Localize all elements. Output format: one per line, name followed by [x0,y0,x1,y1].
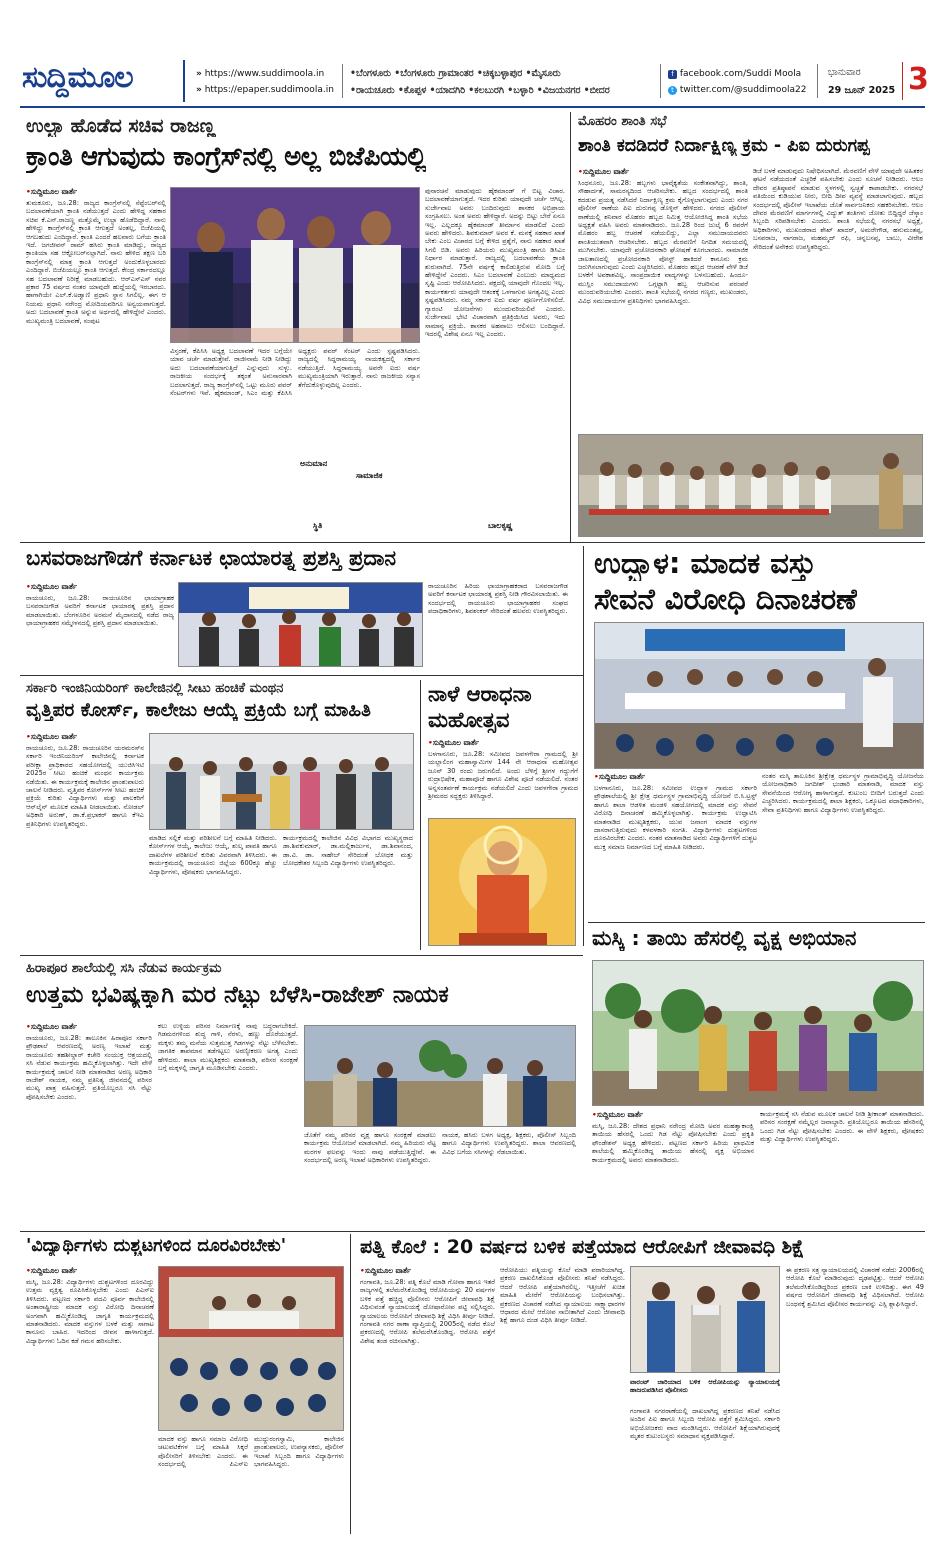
story4-body-left [594,772,757,922]
story4-text-right: ನಂತರ ಮಸ್ಕಿ ತಾಲೂಕಿನ ಶ್ರೀಕ್ಷೇತ್ರ ಧರ್ಮಸ್ಥಳ ಗ್ರಾಮಾಭಿವೃದ್ಧಿ ಯೋಜನೆಯ ಯೋಜನಾಧಿಕಾರಿ ಜಗದೀಶ್ ಭಂಡಾರಿ ಮಾತನಾಡಿ, ಮಾದಕ ವಸ್ತು ಸೇವನೆಯಿಂದ ಆರೋಗ್ಯ ಹಾಳಾಗುತ್ತದೆ. ಕುಟುಂಬ ಬೀದಿಗೆ ಬರುತ್ತದೆ ಎಂದು ಎಚ್ಚರಿಸಿದರು. ಕಾರ್ಯಕ್ರಮದಲ್ಲಿ ಶಾಲಾ ಶಿಕ್ಷಕರು, ಒಕ್ಕೂಟದ ಪದಾಧಿಕಾರಿಗಳು, ಸೇವಾ ಪ್ರತಿನಿಧಿಗಳು ಹಾಗೂ ವಿದ್ಯಾರ್ಥಿಗಳು ಉಪಸ್ಥಿತರಿದ್ದರು. [762,772,924,814]
story3-headline: ಬಸವರಾಜಗೌಡಗೆ ಕರ್ನಾಟಕ ಛಾಯಾರತ್ನ ಪ್ರಶಸ್ತಿ ಪ್ರದಾನ [26,546,397,570]
story5-text-mid: ಮಾಡಿದ ಸಲ್ಲಿಕೆ ಮತ್ತು ಪರಿಶೀಲನೆ ಬಗ್ಗೆ ಮಾಹಿತಿ ನೀಡಿದರು. ಕೋರ್ಸ್‌ಗಳ ಆಯ್ಕೆ, ಕಾಲೇಜು ಆಯ್ಕೆ, ಶುಲ್ಕ ಪಾವತಿ ಹಾಗೂ ದಾಖಲೆಗಳ ಪರಿಶೀಲನೆ ಕುರಿತು ವಿವರವಾಗಿ ತಿಳಿಸಿದರು. ಈ ಕಾರ್ಯಕ್ರಮದಲ್ಲಿ ರಾಯಚೂರು ಜಿಲ್ಲೆಯ 600ಕ್ಕೂ ಹೆಚ್ಚು ವಿದ್ಯಾರ್ಥಿಗಳು, ಪೋಷಕರು ಭಾಗವಹಿಸಿದ್ದರು. [149,834,277,876]
story10-text-col3: ಗಂಗಾವತಿ ನಗರಠಾಣೆಯಲ್ಲಿ ದಾಖಲಾಗಿದ್ದ ಪ್ರಕರಣದ ತನಿಖೆ ನಡೆಸಿದ ಅಂದಿನ ಪಿಐ ಹಾಗೂ ಸಿಬ್ಬಂದಿ ಆರೋಪಿ ಪತ್ತೆಗೆ ಶ್ರಮಿಸಿದ್ದರು. ಸರ್ಕಾರಿ ಅಭಿಯೋಜಕರು ವಾದ ಮಂಡಿಸಿದ್ದರು. ಆರೋಪಿಗೆ ಶಿಕ್ಷೆಯಾಗಿರುವುದಕ್ಕೆ ಮೃತರ ಕುಟುಂಬಸ್ಥರು ಸಮಾಧಾನ ವ್ಯಕ್ತಪಡಿಸಿದ್ದಾರೆ. [630,1407,780,1441]
story10-text-col2: ಆರೋಪಿಯು ಪತ್ನಿಯನ್ನು ಕೊಲೆ ಮಾಡಿ ಪರಾರಿಯಾಗಿದ್ದ. ಪ್ರಕರಣ ದಾಖಲಿಸಿಕೊಂಡ ಪೊಲೀಸರು ತನಿಖೆ ನಡೆಸಿದ್ದರು. ಆದರೆ ಆರೋಪಿ ಪತ್ತೆಯಾಗಿರಲಿಲ್ಲ. ಇತ್ತೀಚೆಗೆ ಖಚಿತ ಮಾಹಿತಿ ಮೇರೆಗೆ ಆರೋಪಿಯನ್ನು ಬಂಧಿಸಲಾಗಿತ್ತು. ಪ್ರಕರಣದ ವಿಚಾರಣೆ ನಡೆಸಿದ ನ್ಯಾಯಾಲಯ ಸಾಕ್ಷ್ಯಾಧಾರಗಳ ಆಧಾರದ ಮೇಲೆ ಆರೋಪ ಸಾಬೀತಾಗಿದೆ ಎಂದು ಜೀವಾವಧಿ ಶಿಕ್ಷೆ ಹಾಗೂ ದಂಡ ವಿಧಿಸಿ ತೀರ್ಪು ನೀಡಿದೆ. [500,1266,625,1325]
story1-photo [170,187,420,343]
story1-text-mid: ಪುನಾರಚನೆ ಮಾಡುವುದು ಹೈಕಮಾಂಡ್ ಗೆ ಬಿಟ್ಟ ವಿಚಾರ. ಬದಲಾವಣೆಯಾಗುತ್ತದೆ. ಇದರ ಕುರಿತು ಯಾವುದೇ ಚರ್ಚೆ ಆಗಿಲ್ಲ. ಸುರ್ಜೇವಾಲ ಅವರು ಬಂದಿರುವುದು ಶಾಸಕರ ಅಭಿಪ್ರಾಯ ಸಂಗ್ರಹಿಸಲು. ಅಂತ ಅವರು ಹೇಳಿದ್ದಾರೆ. ಅದನ್ನು ಬಿಟ್ಟು ಬೇರೆ ಏನೂ ಇಲ್ಲ. ಎಲ್ಲದಕ್ಕೂ ಹೈಕಮಾಂಡ್ ತೀರ್ಮಾನ ಮಾಡಲಿದೆ ಎಂದು ಅವರು ಹೇಳಿದರು. ಶಿವಕುಮಾರ್ ಅವರ ಕೆ. ಮನಕ್ಕೆ ಸಹಕಾರ ಖಾತೆ ಬೇಕು ಎಂಬ ವಿಚಾರದ ಬಗ್ಗೆ ಕೇಳಿದ ಪ್ರಶ್ನೆಗೆ, ನಾನು ಸಹಕಾರ ಖಾತೆ ಸಿಗಲಿ ಬಿಡಿ. ಅವರು ಹಿರಿಯರು ಮುಖ್ಯಮಂತ್ರಿ ಹಾಗೂ ಡಿಸಿಎಂ ನಿರ್ಧಾರ ಮಾಡುತ್ತಾರೆ. ರಾಜ್ಯದಲ್ಲಿ ಬದಲಾವಣೆಯ ಕ್ರಾಂತಿ ಶುರುವಾಗಿದೆ. 75ನೇ ವರ್ಷಕ್ಕೆ ಕಾಲಿಡುತ್ತಿರುವ ಮೋದಿ ಬಗ್ಗೆ ಹೇಳಿದ್ದೇನೆ ಎಂದರು. ಸಿಎಂ ಬದಲಾವಣೆ ಎಂಬುದು ಮಾಧ್ಯಮದ ಸೃಷ್ಟಿ ಎಂದು ಆರೋಪಿಸಿದರು. ಪಕ್ಷದಲ್ಲಿ ಯಾವುದೇ ಗೊಂದಲ ಇಲ್ಲ. ಕಾರ್ಯಕರ್ತರು ಯಾವುದೇ ಆತಂಕಕ್ಕೆ ಒಳಗಾಗುವ ಅಗತ್ಯವಿಲ್ಲ ಎಂದು ಸ್ಪಷ್ಟಪಡಿಸಿದರು. ನಮ್ಮ ಸರ್ಕಾರ ಐದು ವರ್ಷ ಪೂರ್ಣಗೊಳಿಸಲಿದೆ. ಗ್ಯಾರಂಟಿ ಯೋಜನೆಗಳು ಮುಂದುವರಿಯಲಿವೆ ಎಂದರು. ಸುರ್ಜೇವಾಲ ಭೇಟಿ ವಿಚಾರವಾಗಿ ಪ್ರತಿಕ್ರಿಯಿಸಿದ ಅವರು, ಇದು ಸಾಮಾನ್ಯ ಪ್ರಕ್ರಿಯೆ. ಶಾಸಕರ ಅಹವಾಲು ಆಲಿಸಲು ಬಂದಿದ್ದಾರೆ. ಇದರಲ್ಲಿ ವಿಶೇಷ ಏನೂ ಇಲ್ಲ ಎಂದರು. [425,187,565,338]
masthead-divider [183,60,185,102]
story6-headline-line2: ಮಹೋತ್ಸವ [428,708,510,732]
story5-text-left: ರಾಯಚೂರು, ಜೂ.28: ರಾಯಚೂರಿನ ಯರಮರಸ್‌ನ ಸರ್ಕಾರಿ ಇಂಜಿನಿಯರಿಂಗ್ ಕಾಲೇಜಿನಲ್ಲಿ ಕರ್ನಾಟಕ ಪರೀಕ್ಷಾ ಪ್ರಾಧಿಕಾರದ ಸಹಯೋಗದಲ್ಲಿ ಯುಜಿಸಿಇಟಿ 2025ರ ಸೀಟು ಹಂಚಿಕೆ ಮಂಥನ ಕಾರ್ಯಕ್ರಮ ನಡೆಯಿತು. ಈ ಕಾರ್ಯಕ್ರಮಕ್ಕೆ ಕಾಲೇಜಿನ ಪ್ರಾಂಶುಪಾಲರು ಚಾಲನೆ ನೀಡಿದರು. ವೃತ್ತಿಪರ ಕೋರ್ಸ್‌ಗಳ ಸೀಟು ಹಂಚಿಕೆ ಪ್ರಕ್ರಿಯೆ ಕುರಿತು ವಿದ್ಯಾರ್ಥಿಗಳು ಮತ್ತು ಪಾಲಕರಿಗೆ ಆನ್‌ಲೈನ್ ಮೂಲಕ ಮಾಹಿತಿ ನೀಡಲಾಯಿತು. ನೋಡಲ್ ಅಧಿಕಾರಿ ಅರುಣ್, ಡಾ.ಕೆ.ಪ್ರಭಾಕರ್ ಹಾಗೂ ಕೆಇಎ ಪ್ರತಿನಿಧಿಗಳು ಉಪಸ್ಥಿತರಿದ್ದರು. [26,744,144,828]
story4-text-left: ಬಳಗಾನೂರು, ಜೂ.28: ಸಮೀಪದ ಉದ್ಬಾಳ ಗ್ರಾಮದ ಸರ್ಕಾರಿ ಪ್ರೌಢಶಾಲೆಯಲ್ಲಿ ಶ್ರೀ ಕ್ಷೇತ್ರ ಧರ್ಮಸ್ಥಳ ಗ್ರಾಮಾಭಿವೃದ್ಧಿ ಯೋಜನೆ ಬಿ.ಸಿ.ಟ್ರಸ್ಟ್ ಹಾಗೂ ಶಾಲಾ ಆಡಳಿತ ಮಂಡಳಿ ಸಹಯೋಗದಲ್ಲಿ ಮಾದಕ ವಸ್ತು ಸೇವನೆ ವಿರೋಧಿ ದಿನಾಚರಣೆ ಹಮ್ಮಿಕೊಳ್ಳಲಾಗಿತ್ತು. ಕಾರ್ಯಕ್ರಮ ಉದ್ಘಾಟಿಸಿ ಮಾತನಾಡಿದ ಮುಖ್ಯಶಿಕ್ಷಕರು, ಯುವ ಜನಾಂಗ ಮಾದಕ ವಸ್ತುಗಳ ದಾಸರಾಗುತ್ತಿರುವುದು ಕಳವಳಕಾರಿ ಸಂಗತಿ. ವಿದ್ಯಾರ್ಥಿಗಳು ದುಶ್ಚಟಗಳಿಂದ ದೂರವಿರಬೇಕು ಎಂದರು. ನಂತರ ಮಾತನಾಡಿದ ಅವರು ವಿದ್ಯಾರ್ಥಿಗಳಿಗೆ ದುಶ್ಚಟ ಮುಕ್ತ ಸಮಾಜ ನಿರ್ಮಾಣದ ಬಗ್ಗೆ ಮಾಹಿತಿ ನೀಡಿದರು. [594,784,757,851]
story5-credit: •ಸುದ್ದಿಮೂಲ ವಾರ್ತೆ [26,732,77,741]
story1-text-left: ತುಮಕೂರು, ಜೂ.28: ರಾಜ್ಯದ ಕಾಂಗ್ರೆಸ್‌ನಲ್ಲಿ ಸೆಪ್ಟೆಂಬರ್‌ನಲ್ಲಿ ಬದಲಾವಣೆಯಾಗಿ ಕ್ರಾಂತಿ ನಡೆಯುತ್ತದೆ ಎಂದು ಹೇಳಿದ್ದ ಸಹಕಾರ ಸಚಿವ ಕೆ.ಎನ್.ರಾಜಣ್ಣ ಮತ್ತೊಮ್ಮೆ ಉಲ್ಟಾ ಹೊಡೆದಿದ್ದಾರೆ. ನಾನು ಹೇಳಿದ್ದು ಕಾಂಗ್ರೆಸ್‌ನಲ್ಲಿ ಕ್ರಾಂತಿ ಆಗುತ್ತದೆ ಅಂತಲ್ಲ, ಬಿಜೆಪಿಯಲ್ಲಿ ಆಗಬಹುದು ಎಂದಿದ್ದಾರೆ. ಕ್ರಾಂತಿ ಎಂದರೆ ಹಲವಾರು ಬಗೆಯ ಕ್ರಾಂತಿ ಇದೆ. ಜಗಜೀವನ್ ರಾಮ್ ಹಸಿರು ಕ್ರಾಂತಿ ಮಾಡಿದ್ದು, ರಾಜ್ಯದ ಕ್ರಾಂತಿಯಾ ಸಹ ಆಕ್ಟೋಬರ್‌ನಲ್ಲಾಗಿದೆ. ನಾನು ಹೇಳಿದ ತಕ್ಷಣ ಬರಿ ಕಾಂಗ್ರೆಸ್‌ನಲ್ಲಿ ಮಾತ್ರ ಕ್ರಾಂತಿ ಆಗುತ್ತದೆ ಅಂದುಕೊಳ್ಳಬಾರದು ಎಂದಿದ್ದಾರೆ. ಬಿಜೆಪಿಯಲ್ಲೂ ಕ್ರಾಂತಿ ಆಗುತ್ತದೆ. ಕೇಂದ್ರ ಸರ್ಕಾರದಲ್ಲೂ ಸಹ ಬದಲಾವಣೆ ನಿರೀಕ್ಷೆ ಮಾಡಬಹುದು. ಆರ್‌ಎಸ್‌ಎಸ್ ನವರ ಪ್ರಕಾರ 75 ವರ್ಷದ ನಂತರ ಯಾವುದೇ ಹುದ್ದೆಯಲ್ಲಿ ಇರಬಾರದು. ಹಾಗಾಗಿಯೇ ಎಲ್.ಕೆ.ಅಡ್ವಾಣಿ ಪ್ರಧಾನಿ ಸ್ಥಾನ ಸಿಗಲಿಲ್ಲ. ಈಗ ಆ ನಿಯಮ ಪ್ರಧಾನಿ ನರೇಂದ್ರ ಮೋದಿಯವರಿಗೂ ಅನ್ವಯವಾಗುತ್ತದೆ. ಅದು ಬದಲಾವಣೆ ಕ್ರಾಂತಿ ಅನ್ನುವ ಅರ್ಥದಲ್ಲಿ ಹೇಳಿದ್ದೇನೆ ಎಂದರು. ಮುಖ್ಯಮಂತ್ರಿ ಬದಲಾವಣೆ, ಸಂಪುಟ [26,199,166,325]
section-rule [20,955,583,956]
masthead [20,58,929,104]
story4-credit: •ಸುದ್ದಿಮೂಲ ವಾರ್ತೆ [594,772,645,781]
story8-kicker: ಹಿರಾಪೂರ ಶಾಲೆಯಲ್ಲಿ ಸಸಿ ನೆಡುವ ಕಾರ್ಯಕ್ರಮ [26,961,222,976]
issue-day: ಭಾನುವಾರ [828,67,861,78]
story1-body-under-photo [170,347,420,531]
story10-text-col1: ಗಂಗಾವತಿ, ಜೂ.28: ಪತ್ನಿ ಕೊಲೆ ಮಾಡಿ ಗೋವಾ ಹಾಗೂ ಇತರೆ ರಾಜ್ಯಗಳಲ್ಲಿ ತಲೆಮರೆಸಿಕೊಂಡಿದ್ದ ಆರೋಪಿಯನ್ನು 20 ವರ್ಷಗಳ ಬಳಿಕ ಪತ್ತೆ ಹಚ್ಚಿದ್ದ ಪೊಲೀಸರು ಆರೋಪಿಗೆ ಜೀವಾವಧಿ ಶಿಕ್ಷೆ ವಿಧಿಸುವಂತೆ ನ್ಯಾಯಾಲಯಕ್ಕೆ ದೋಷಾರೋಪ ಪಟ್ಟಿ ಸಲ್ಲಿಸಿದ್ದರು. ನ್ಯಾಯಾಲಯ ಆರೋಪಿಗೆ ಜೀವಾವಧಿ ಶಿಕ್ಷೆ ವಿಧಿಸಿ ತೀರ್ಪು ನೀಡಿದೆ. ಗಂಗಾವತಿ ನಗರ ಠಾಣಾ ವ್ಯಾಪ್ತಿಯಲ್ಲಿ 2005ರಲ್ಲಿ ನಡೆದ ಕೊಲೆ ಪ್ರಕರಣದಲ್ಲಿ ಆರೋಪಿ ತಲೆಮರೆಸಿಕೊಂಡಿದ್ದ. ಆರೋಪಿ ಪತ್ತೆಗೆ ವಿಶೇಷ ತಂಡ ರಚಿಸಲಾಗಿತ್ತು. [360,1278,495,1345]
column-rule [350,1234,351,1534]
story10-photo [630,1266,780,1373]
story4-body-right [762,772,924,922]
story3-text-right: ರಾಯಚೂರಿನ ಹಿರಿಯ ಛಾಯಾಗ್ರಾಹಕರಾದ ಬಸವರಾಜಗೌಡ ಅವರಿಗೆ ಕರ್ನಾಟಕ ಛಾಯಾರತ್ನ ಪ್ರಶಸ್ತಿ ನೀಡಿ ಗೌರವಿಸಲಾಯಿತು. ಈ ಸಂದರ್ಭದಲ್ಲಿ ರಾಯಚೂರು ಛಾಯಾಗ್ರಾಹಕರ ಸಂಘದ ಪದಾಧಿಕಾರಿಗಳು, ಶಿವಶಂಕರ್ ಸೇರಿದಂತೆ ಹಲವರು ಉಪಸ್ಥಿತರಿದ್ದರು. [428,582,568,616]
story10-credit: •ಸುದ್ದಿಮೂಲ ವಾರ್ತೆ [360,1266,411,1275]
story5-body-right [283,834,413,949]
logo[interactable]: ಸುದ್ದಿಮೂಲ [22,60,133,95]
story9-body-left [26,1266,154,1536]
story9-text-left: ಮಸ್ಕಿ, ಜೂ.28: ವಿದ್ಯಾರ್ಥಿಗಳು ದುಶ್ಚಟಗಳಿಂದ ದೂರವಿದ್ದು ಉತ್ತಮ ವ್ಯಕ್ತಿತ್ವ ರೂಪಿಸಿಕೊಳ್ಳಬೇಕು ಎಂದು ಪಿಎಸ್‌ಐ ತಿಳಿಸಿದರು. ಪಟ್ಟಣದ ಸರ್ಕಾರಿ ಪದವಿ ಪೂರ್ವ ಕಾಲೇಜಿನಲ್ಲಿ ಅಂತಾರಾಷ್ಟ್ರೀಯ ಮಾದಕ ವಸ್ತು ವಿರೋಧಿ ದಿನಾಚರಣೆ ಅಂಗವಾಗಿ ಹಮ್ಮಿಕೊಂಡಿದ್ದ ಜಾಗೃತಿ ಕಾರ್ಯಕ್ರಮದಲ್ಲಿ ಮಾತನಾಡಿದರು. ಮಾದಕ ವಸ್ತುಗಳ ಬಳಕೆ ಮತ್ತು ಸಾಗಾಟ ಕಾನೂನು ಬಾಹಿರ. ಇದರಿಂದ ಜೀವನ ಹಾಳಾಗುತ್ತದೆ. ವಿದ್ಯಾರ್ಥಿಗಳು ಓದಿನ ಕಡೆ ಗಮನ ಹರಿಸಬೇಕು. [26,1278,154,1345]
story5-body-mid [149,834,277,949]
story10-col4 [786,1266,924,1536]
story2-photo [578,434,923,537]
story6-body [428,738,578,816]
story8-text-photo-right: ನಾಯಕ, ಹಸಿರು ಬಳಗ ಅಧ್ಯಕ್ಷ, ಶಿಕ್ಷಕರು, ಪೊಲೀಸ್ ಸಿಬ್ಬಂದಿ ಹಾಗೂ ವಿದ್ಯಾರ್ಥಿಗಳು ಉಪಸ್ಥಿತರಿದ್ದರು. ಶಾಲಾ ಆವರಣದಲ್ಲಿ ವಿವಿಧ ಬಗೆಯ ಸಸಿಗಳನ್ನು ನೆಡಲಾಯಿತು. [442,1131,576,1156]
story10-headline: ಪತ್ನಿ ಕೊಲೆ : 20 ವರ್ಷದ ಬಳಿಕ ಪತ್ತೆಯಾದ ಆರೋಪಿಗೆ ಜೀವಾವಧಿ ಶಿಕ್ಷೆ [360,1236,805,1258]
story5-photo [149,733,414,830]
issue-date: 29 ಜೂನ್ 2025 [828,85,896,96]
story9-body-right [158,1435,344,1535]
story1-body-left [26,187,166,531]
column-rule [420,680,421,950]
story6-headline-line1: ನಾಳೆ ಆರಾಧನಾ [428,682,532,706]
section-rule [20,1231,925,1232]
masthead-divider [817,64,818,98]
epaper-link[interactable]: » https://epaper.suddimoola.in [196,85,334,95]
story2-kicker: ಮೊಹರಂ ಶಾಂತಿ ಸಭೆ [578,114,667,129]
masthead-rule [20,106,925,108]
story8-photo [304,1025,576,1127]
story8-body-photo-right [442,1131,576,1223]
story1-headline: ಕ್ರಾಂತಿ ಆಗುವುದು ಕಾಂಗ್ರೆಸ್‌ನಲ್ಲಿ ಅಲ್ಲ ಬಿಜೆಪಿಯಲ್ಲಿ [26,142,427,172]
twitter-link[interactable]: t twitter.com/@suddimoola22 [668,85,806,95]
page-number: 3 [908,62,929,97]
column-rule [570,112,571,542]
chevron-right-icon: » [196,85,202,95]
story2-headline: ಶಾಂತಿ ಕದಡಿದರೆ ನಿರ್ದಾಕ್ಷಿಣ್ಯ ಕ್ರಮ - ಪಿಐ ದುರುಗಪ್ಪ [578,136,870,156]
story5-headline: ವೃತ್ತಿಪರ ಕೋರ್ಸ್, ಕಾಲೇಜು ಆಯ್ಕೆ ಪ್ರಕ್ರಿಯೆ ಬಗ್ಗೆ ಮಾಹಿತಿ [26,700,371,721]
story5-text-right: ಕಾರ್ಯಕ್ರಮದಲ್ಲಿ ಕಾಲೇಜಿನ ವಿವಿಧ ವಿಭಾಗದ ಮುಖ್ಯಸ್ಥರಾದ ಡಾ.ಶಿವಕುಮಾರ್, ಡಾ.ಮಲ್ಲಿಕಾರ್ಜುನ, ಡಾ.ಶಿವಾನಂದ, ಡಾ.ವಿ. ಡಾ. ಸಾಹೇಬ್ ಸೇರಿದಂತೆ ಬೋಧಕ ಮತ್ತು ಬೋಧಕೇತರ ಸಿಬ್ಬಂದಿ ವಿದ್ಯಾರ್ಥಿಗಳು ಉಪಸ್ಥಿತರಿದ್ದರು. [283,834,413,868]
column-rule [583,546,584,946]
masthead-divider [342,64,343,98]
story4-headline-line1: ಉದ್ಬಾಳ: ಮಾದಕ ವಸ್ತು [594,546,816,580]
story8-body-left [26,1022,152,1222]
section-rule [20,542,925,543]
chevron-right-icon: » [196,69,202,79]
story3-photo [178,582,423,667]
story8-body-photo-left [304,1131,436,1223]
story6-text: ಬಳಗಾನೂರು, ಜೂ.28: ಸಮೀಪದ ಜವಳಗೇರಾ ಗ್ರಾಮದಲ್ಲಿ ಶ್ರೀ ಯಲ್ಲಾಲಿಂಗ ಮಹಾಸ್ವಾಮಿಗಳ 144 ನೇ ಆರಾಧನಾ ಮಹೋತ್ಸವ ಜೂನ್ 30 ರಂದು ಜರುಗಲಿದೆ. ಅಂದು ಬೆಳಿಗ್ಗೆ ಶ್ರೀಗಳ ಗದ್ದುಗೆಗೆ ರುದ್ರಾಭಿಷೇಕ, ಮಹಾಪೂಜೆ ಹಾಗೂ ವಿಶೇಷ ಪೂಜೆ ನಡೆಯಲಿದೆ. ನಂತರ ಅನ್ನಸಂತರ್ಪಣೆ ಕಾರ್ಯಕ್ರಮ ನಡೆಯಲಿದೆ ಎಂದು ಜವಳಗೇರಾ ಗ್ರಾಮದ ಶ್ರೀಮಠದ ಸದ್ಭಕ್ತರು ತಿಳಿಸಿದ್ದಾರೆ. [428,750,578,801]
story4-photo [594,622,924,769]
story7-photo [592,960,924,1106]
story7-headline: ಮಸ್ಕಿ : ತಾಯಿ ಹೆಸರಲ್ಲಿ ವೃಕ್ಷ ಅಭಿಯಾನ [592,926,857,950]
facebook-link[interactable]: f facebook.com/Suddi Moola [668,69,801,79]
story5-kicker: ಸರ್ಕಾರಿ ಇಂಜಿನಿಯರಿಂಗ್ ಕಾಲೇಜಿನಲ್ಲಿ ಸೀಟು ಹಂಚಿಕೆ ಮಂಥನ [26,681,284,696]
story3-credit: •ಸುದ್ದಿಮೂಲ ವಾರ್ತೆ [26,582,77,591]
story1-body-mid [425,187,565,487]
story8-text-left: ರಾಯಚೂರು, ಜೂ.28: ತಾಲೂಕಿನ ಹಿರಾಪೂರ ಸರ್ಕಾರಿ ಪ್ರೌಢಶಾಲೆ ಆವರಣದಲ್ಲಿ ಅರಣ್ಯ ಇಲಾಖೆ ಮತ್ತು ರಾಯಚೂರು ತಹಶೀಲ್ದಾರ್ ಕಚೇರಿ ಸಂಯುಕ್ತ ಆಶ್ರಯದಲ್ಲಿ ಸಸಿ ನೆಡುವ ಕಾರ್ಯಕ್ರಮ ಹಮ್ಮಿಕೊಳ್ಳಲಾಗಿತ್ತು. ಇದೇ ವೇಳೆ ಕಾರ್ಯಕ್ರಮಕ್ಕೆ ಚಾಲನೆ ನೀಡಿ ಮಾತನಾಡಿದ ಅರಣ್ಯ ಅಧಿಕಾರಿ ರಾಜೇಶ್ ನಾಯಕ, ನಮ್ಮ ಪ್ರತಿನಿತ್ಯ ಜೀವನದಲ್ಲಿ ಪರಿಸರ ಮುಖ್ಯ ಪಾತ್ರ ವಹಿಸುತ್ತದೆ. ಪ್ರತಿಯೊಬ್ಬರೂ ಸಸಿ ನೆಟ್ಟು ಪೋಷಿಸಬೇಕು ಎಂದರು. [26,1034,152,1101]
story10-col1 [360,1266,495,1536]
story7-text-right: ಕಾರ್ಯಕ್ರಮಕ್ಕೆ ಸಸಿ ನೆಡುವ ಮೂಲಕ ಚಾಲನೆ ನೀಡಿ ಶ್ರೀಕಾಂತ್ ಮಾತನಾಡಿದರು. ಪರಿಸರ ಸಂರಕ್ಷಣೆ ನಮ್ಮೆಲ್ಲರ ಜವಾಬ್ದಾರಿ. ಪ್ರತಿಯೊಬ್ಬರೂ ತಾಯಿಯ ಹೆಸರಿನಲ್ಲಿ ಒಂದು ಗಿಡ ನೆಟ್ಟು ಪೋಷಿಸಬೇಕು ಎಂದರು. ಈ ವೇಳೆ ಶಿಕ್ಷಕರು, ಪೋಷಕರು ಮತ್ತು ವಿದ್ಯಾರ್ಥಿಗಳು ಉಪಸ್ಥಿತರಿದ್ದರು. [760,1110,924,1144]
story4-headline-line2: ಸೇವನೆ ವಿರೋಧಿ ದಿನಾಚರಣೆ [594,582,858,616]
story8-body-mid [158,1022,298,1222]
story9-headline: 'ವಿದ್ಯಾರ್ಥಿಗಳು ದುಶ್ಚಟಗಳಿಂದ ದೂರವಿರಬೇಕು' [26,1236,287,1256]
story8-text-mid: ಕಲು ಉಳ್ಳಿಯ ಪರಿಸರ ನಿರ್ಮಾಣಕ್ಕೆ ನಾವು ಬದ್ಧರಾಗಬೇಕಿದೆ. ಗಿಡಮರಗಳಿಂದ ಶುದ್ಧ ಗಾಳಿ, ನೆರಳು, ಹಣ್ಣು ದೊರೆಯುತ್ತದೆ. ಮಕ್ಕಳು ತಮ್ಮ ಮನೆಯ ಸುತ್ತಮುತ್ತ ಗಿಡಗಳನ್ನು ನೆಟ್ಟು ಬೆಳೆಸಬೇಕು. ಜಾಗತಿಕ ತಾಪಮಾನ ತಡೆಗಟ್ಟಲು ಅರಣ್ಯೀಕರಣ ಅಗತ್ಯ ಎಂದು ಹೇಳಿದರು. ಶಾಲಾ ಮುಖ್ಯಶಿಕ್ಷಕರು ಮಾತನಾಡಿ, ಪರಿಸರ ಸಂರಕ್ಷಣೆ ಬಗ್ಗೆ ಮಕ್ಕಳಲ್ಲಿ ಜಾಗೃತಿ ಮೂಡಿಸಬೇಕು ಎಂದರು. [158,1022,298,1073]
story9-credit: •ಸುದ್ದಿಮೂಲ ವಾರ್ತೆ [26,1266,77,1275]
story3-body-left [26,582,174,672]
story1-kicker: ಉಲ್ಟಾ ಹೊಡೆದ ಸಚಿವ ರಾಜಣ್ಣ [26,115,216,137]
story8-headline: ಉತ್ತಮ ಭವಿಷ್ಯಕ್ಕಾಗಿ ಮರ ನೆಟ್ಟು ಬೆಳೆಸಿ-ರಾಜೇಶ್ ನಾಯಕ [26,982,449,1008]
story2-text-left: ಸಿಂಧನೂರು, ಜೂ.28: ಹಬ್ಬಗಳು ಭಾವೈಕ್ಯತೆಯ ಸಂಕೇತವಾಗಿದ್ದು, ಶಾಂತಿ, ಸೌಹಾರ್ದತೆ, ಸಾಮರಸ್ಯದಿಂದ ಆಚರಿಸಬೇಕು. ಹಬ್ಬದ ಸಂದರ್ಭದಲ್ಲಿ ಶಾಂತಿ ಕದಡುವ ಪ್ರಯತ್ನ ನಡೆಸಿದರೆ ನಿರ್ದಾಕ್ಷಿಣ್ಯ ಕ್ರಮ ಕೈಗೊಳ್ಳಲಾಗುವುದು ಎಂದು ನಗರ ಪೊಲೀಸ್ ಠಾಣೆಯ ಪಿಐ ದುರುಗಪ್ಪ ಡೊಳ್ಳಿನ್ ಹೇಳಿದರು. ನಗರದ ಪೊಲೀಸ್ ಠಾಣೆಯಲ್ಲಿ ಶನಿವಾರ ಮೊಹರಂ ಹಬ್ಬದ ನಿಮಿತ್ತ ಆಯೋಜಿಸಿದ್ದ ಶಾಂತಿ ಸಭೆಯ ಅಧ್ಯಕ್ಷತೆ ವಹಿಸಿ ಅವರು ಮಾತನಾಡಿದರು. ಜೂ.28 ರಿಂದ ಜುಲೈ 6 ರವರೆಗೆ ಮೊಹರಂ ಹಬ್ಬ ಆಚರಣೆ ನಡೆಯಲಿದ್ದು, ಎಲ್ಲಾ ಸಮುದಾಯದವರು ಶಾಂತಿಯುತವಾಗಿ ಆಚರಿಸಬೇಕು. ಹಬ್ಬದ ಮೆರವಣಿಗೆ ನಿಗದಿತ ಸಮಯದಲ್ಲಿ ಮುಗಿಸಬೇಕು. ಯಾವುದೇ ಪ್ರಚೋದನಕಾರಿ ಘೋಷಣೆ ಕೂಗಬಾರದು. ಸಾಮಾಜಿಕ ಜಾಲತಾಣದಲ್ಲಿ ಪ್ರಚೋದನಕಾರಿ ಪೋಸ್ಟ್ ಹಾಕಿದರೆ ಕಾನೂನು ಕ್ರಮ ಜರುಗಿಸಲಾಗುವುದು ಎಂದು ಎಚ್ಚರಿಸಿದರು. ಮೊಹರಂ ಹಬ್ಬದ ಆಚರಣೆ ವೇಳೆ ಡಿಜೆ ಬಳಕೆಗೆ ಅವಕಾಶವಿಲ್ಲ. ಸಾಂಪ್ರದಾಯಿಕ ವಾದ್ಯಗಳನ್ನು ಬಳಸಬಹುದು. ಹಿಂದೂ-ಮುಸ್ಲಿಂ ಸಮುದಾಯಗಳು ಒಗ್ಗಟ್ಟಾಗಿ ಹಬ್ಬ ಆಚರಿಸುವ ಪರಂಪರೆ ಮುಂದುವರಿಯಬೇಕು ಎಂದರು. ಶಾಂತಿ ಸಭೆಯಲ್ಲಿ ನಗರದ ಗಣ್ಯರು, ಮುಖಂಡರು, ವಿವಿಧ ಸಮುದಾಯಗಳ ಪ್ರತಿನಿಧಿಗಳು ಭಾಗವಹಿಸಿದ್ದರು. [578,179,748,305]
story10-text-col4: ಈ ಪ್ರಕರಣ ಸತ್ರ ನ್ಯಾಯಾಲಯದಲ್ಲಿ ವಿಚಾರಣೆ ನಡೆದು 2006ರಲ್ಲಿ ಆರೋಪಿ ಕೊಲೆ ಮಾಡಿರುವುದು ದೃಢಪಟ್ಟಿತ್ತು. ಆದರೆ ಆರೋಪಿ ತಲೆಮರೆಸಿಕೊಂಡಿದ್ದರಿಂದ ಪ್ರಕರಣ ಬಾಕಿ ಉಳಿದಿತ್ತು. ಈಗ 49 ವರ್ಷದ ಆರೋಪಿಗೆ ಜೀವಾವಧಿ ಶಿಕ್ಷೆ ವಿಧಿಸಲಾಗಿದೆ. ಆರೋಪಿ ಬಂಧನಕ್ಕೆ ಶ್ರಮಿಸಿದ ಪೊಲೀಸರ ಕಾರ್ಯವನ್ನು ಎಸ್ಪಿ ಶ್ಲಾಘಿಸಿದ್ದಾರೆ. [786,1266,924,1308]
edition-cities-line1: •ಬೆಂಗಳೂರು •ಬೆಂಗಳೂರು ಗ್ರಾಮಾಂತರ •ಚಿಕ್ಕಬಳ್ಳಾಪುರ •ಮೈಸೂರು [350,68,561,79]
twitter-icon: t [668,86,677,95]
website-link[interactable]: » https://www.suddimoola.in [196,69,325,79]
story7-credit: •ಸುದ್ದಿಮೂಲ ವಾರ್ತೆ [592,1110,643,1119]
story1-subhead-2: ಸಾಮಾಜಿಕ [356,471,383,480]
edition-cities-line2: •ರಾಯಚೂರು •ಕೊಪ್ಪಳ •ಯಾದಗಿರಿ •ಕಲಬುರಗಿ •ಬಳ್ಳಾರಿ •ವಿಜಯನಗರ •ಬೀದರ [350,85,610,96]
story9-text-right: ಮಾದಕ ವಸ್ತು ಹಾಗೂ ಸಮಾಜ ವಿರೋಧಿ ಚಟುವಟಿಕೆಗಳ ಬಗ್ಗೆ ಮಾಹಿತಿ ಸಿಕ್ಕರೆ ಪೊಲೀಸರಿಗೆ ತಿಳಿಸಬೇಕು ಎಂದರು. ಈ ಸಂದರ್ಭದಲ್ಲಿ ಪಿಎಸ್‌ಐ ಮುದ್ದುರಂಗಸ್ವಾಮಿ, ಕಾಲೇಜಿನ ಪ್ರಾಂಶುಪಾಲರು, ಉಪನ್ಯಾಸಕರು, ಪೊಲೀಸ್ ಇಲಾಖೆ ಸಿಬ್ಬಂದಿ ಹಾಗೂ ವಿದ್ಯಾರ್ಥಿಗಳು ಭಾಗವಹಿಸಿದ್ದರು. [158,1435,344,1469]
story1-byline-right: ಬಾಲಕೃಷ್ಣ [488,521,513,530]
story1-byline-left: ಸ್ಥಿತಿ [313,521,323,530]
page-number-divider [902,62,903,100]
story1-credit: •ಸುದ್ದಿಮೂಲ ವಾರ್ತೆ [26,187,77,196]
facebook-icon: f [668,70,677,79]
story9-photo [158,1266,344,1431]
story6-credit: •ಸುದ್ದಿಮೂಲ ವಾರ್ತೆ [428,738,479,747]
story2-body-left [578,167,748,432]
story7-text-left: ಮಸ್ಕಿ, ಜೂ.28: ದೇಶದ ಪ್ರಧಾನಿ ನರೇಂದ್ರ ಮೋದಿ ಅವರ ಮಹತ್ವಾಕಾಂಕ್ಷಿ ತಾಯಿಯ ಹೆಸರಲ್ಲಿ ಒಂದು ಗಿಡ ನೆಟ್ಟು ಪೋಷಿಸಬೇಕು ಎಂದು ಪ್ರಕೃತಿ ಫೌಂಡೇಶನ್ ಅಧ್ಯಕ್ಷ ಹೇಳಿದರು. ಪಟ್ಟಣದ ಸರ್ಕಾರಿ ಹಿರಿಯ ಪ್ರಾಥಮಿಕ ಶಾಲೆಯಲ್ಲಿ ಹಮ್ಮಿಕೊಂಡಿದ್ದ ತಾಯಿಯ ಹೆಸರಲ್ಲಿ ವೃಕ್ಷ ಅಭಿಯಾನ ಕಾರ್ಯಕ್ರಮದಲ್ಲಿ ಅವರು ಮಾತನಾಡಿದರು. [592,1122,754,1164]
masthead-divider [660,64,661,98]
story10-caption-area [630,1378,780,1536]
story7-body-left [592,1110,754,1228]
story8-credit: •ಸುದ್ದಿಮೂಲ ವಾರ್ತೆ [26,1022,77,1031]
story1-text-under-photo: ವಿಸ್ತರಣೆ, ಕೆಪಿಸಿಸಿ ಅಧ್ಯಕ್ಷ ಬದಲಾವಣೆ ಇದರ ಬಗ್ಗೆಯೇ ಯಾವ ಚರ್ಚೆ ಮಾಡುತ್ತೇವೆ. ರಾಜೀನಾಮೆ ನೀಡಿ ನೀಡಿದ್ದು ಅದು ಬದಲಾವಣೆಯಾಗುತ್ತಿದೆ ಎನ್ನುವುದು ಸುಳ್ಳು. ರಾಜಕೀಯ ಸಂದರ್ಭಕ್ಕೆ ತಕ್ಕಂತೆ ಅನುಸಾರವಾಗಿ ಬದಲಾಗುತ್ತದೆ. ರಾಜ್ಯ ಕಾಂಗ್ರೆಸ್‌ನಲ್ಲಿ ಒಟ್ಟು ಮೂರು ಪವರ್ ಸೆಂಟರ್‌ಗಳು ಇವೆ. ಹೈಕಮಾಂಡ್, ಸಿಎಂ ಮತ್ತು ಕೆಪಿಸಿಸಿ ಅಧ್ಯಕ್ಷರು ಪವರ್ ಸೆಂಟರ್ ಎಂದು ಸ್ಪಷ್ಟಪಡಿಸಿದರು. ರಾಜ್ಯದಲ್ಲಿ ಸಿದ್ದರಾಮಯ್ಯ ನಾಯಕತ್ವದಲ್ಲಿ ಸರ್ಕಾರ ನಡೆಯುತ್ತಿದೆ. ಸಿದ್ದರಾಮಯ್ಯ ಅವರೇ ಐದು ವರ್ಷ ಮುಖ್ಯಮಂತ್ರಿಯಾಗಿ ಇರುತ್ತಾರೆ. ನಾನು ರಾಜಕೀಯ ಸನ್ಯಾಸ ತೆಗೆದುಕೊಳ್ಳುವುದಿಲ್ಲ ಎಂದರು. [170,347,420,398]
story6-photo [428,818,576,946]
story2-credit: •ಸುದ್ದಿಮೂಲ ವಾರ್ತೆ [578,167,629,176]
story7-body-right [760,1110,924,1228]
section-rule [588,922,925,923]
story2-body-right [753,167,923,432]
story10-col2 [500,1266,625,1536]
section-rule [20,675,583,676]
story3-text-left: ರಾಯಚೂರು, ಜೂ.28: ರಾಯಚೂರಿನ ಛಾಯಾಗ್ರಾಹಕ ಬಸವರಾಜಗೌಡ ಅವರಿಗೆ ಕರ್ನಾಟಕ ಛಾಯಾರತ್ನ ಪ್ರಶಸ್ತಿ ಪ್ರದಾನ ಮಾಡಲಾಯಿತು. ಬೆಂಗಳೂರಿನ ಅರಮನೆ ಮೈದಾನದಲ್ಲಿ ನಡೆದ ರಾಜ್ಯ ಛಾಯಾಗ್ರಾಹಕರ ಸಮ್ಮೇಳನದಲ್ಲಿ ಪ್ರಶಸ್ತಿ ಪ್ರದಾನ ಮಾಡಲಾಯಿತು. [26,594,174,628]
story3-body-right [428,582,568,672]
story1-subhead-1: ಅನುಮಾನ [300,459,328,468]
story2-text-right: ಡಿಜೆ ಬಳಕೆ ಮಾಡುವುದು ನಿಷೇಧಿಸಲಾಗಿದೆ. ಮೆರವಣಿಗೆ ವೇಳೆ ಯಾವುದೇ ಅಹಿತಕರ ಘಟನೆ ನಡೆಯದಂತೆ ಎಚ್ಚರಿಕೆ ವಹಿಸಬೇಕು ಎಂದು ಸೂಚನೆ ನೀಡಿದರು. ಆಲಂ ದೇವರ ಪ್ರತಿಷ್ಠಾಪನೆ ಮಾಡುವ ಸ್ಥಳಗಳಲ್ಲಿ ಸ್ವಚ್ಛತೆ ಕಾಪಾಡಬೇಕು. ನಗರಸಭೆ ವತಿಯಿಂದ ಕುಡಿಯುವ ನೀರು, ಬೀದಿ ದೀಪ ವ್ಯವಸ್ಥೆ ಮಾಡಲಾಗುವುದು. ಹಬ್ಬದ ಸಂದರ್ಭದಲ್ಲಿ ಪೊಲೀಸ್ ಇಲಾಖೆಯ ಜೊತೆ ಸಾರ್ವಜನಿಕರು ಸಹಕರಿಸಬೇಕು. ಆಲಂ ದೇವರ ಮೆರವಣಿಗೆ ಮಾರ್ಗಗಳಲ್ಲಿ ವಿದ್ಯುತ್ ತಂತಿಗಳು ಜೋತು ಬಿದ್ದಿದ್ದರೆ ಜೆಸ್ಕಾಂ ಸಿಬ್ಬಂದಿ ಸರಿಪಡಿಸಬೇಕು ಎಂದರು. ಶಾಂತಿ ಸಭೆಯಲ್ಲಿ ನಗರಸಭೆ ಅಧ್ಯಕ್ಷೆ, ಅಧಿಕಾರಿಗಳು, ಮುಖಂಡರಾದ ಶೇಖ್ ಖಾದರ್, ಅಮರೇಗೌಡ, ಹನುಮಂತಪ್ಪ, ಬಸವರಾಜ, ನಾಗರಾಜ, ಮಹಮ್ಮದ್ ರಫಿ, ಚನ್ನಬಸಪ್ಪ, ಬಾಬು, ವೀರೇಶ ಸೇರಿದಂತೆ ಅನೇಕರು ಉಪಸ್ಥಿತರಿದ್ದರು. [753,167,923,251]
story10-photo-caption: ವಾರಂಟ್ ಜಾರಿಯಾದ ಬಳಿಕ ಆರೋಪಿಯನ್ನು ನ್ಯಾಯಾಲಯಕ್ಕೆ ಹಾಜರುಪಡಿಸಿದ ಪೊಲೀಸರು [630,1378,780,1395]
story5-body-left [26,732,144,952]
story8-text-photo-left: ಜೊತೆಗೆ ನಮ್ಮ ಪರಿಸರ ವೃಕ್ಷ ಹಾಗೂ ಸಂರಕ್ಷಣೆ ಮಾಡಲು ಕಾರ್ಯಕ್ರಮ ಆಯೋಜನೆ ಮಾಡಲಾಗಿದೆ. ನಮ್ಮ ಹಿರಿಯರು ನೆಟ್ಟ ಮರಗಳ ಫಲವನ್ನು ಇಂದು ನಾವು ಪಡೆಯುತ್ತಿದ್ದೇವೆ. ಈ ಸಂದರ್ಭದಲ್ಲಿ ಅರಣ್ಯ ಇಲಾಖೆ ಅಧಿಕಾರಿಗಳು ಉಪಸ್ಥಿತರಿದ್ದರು. [304,1131,436,1165]
